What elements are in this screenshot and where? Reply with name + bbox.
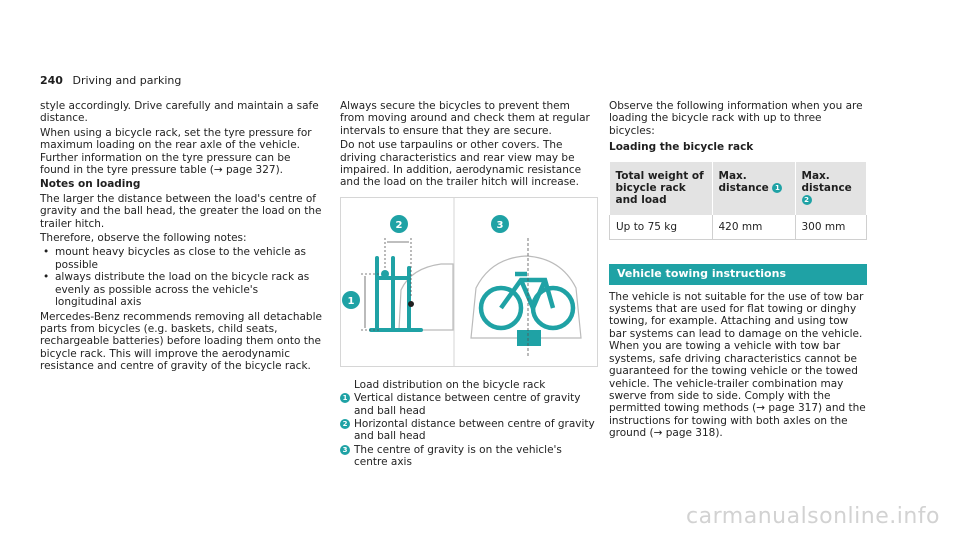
table-header: Total weight of bicycle rack and load (610, 162, 713, 215)
list-item: • mount heavy bicycles as close to the vehicle as possible (40, 246, 322, 271)
table-header-text: Max. distance (801, 169, 852, 195)
column-1 (40, 100, 322, 375)
page-number: 240 (40, 74, 63, 87)
legend-badge: 3 (340, 445, 350, 455)
legend-text: Horizontal distance between centre of gravity and ball head (354, 418, 595, 443)
figure-caption: Load distribution on the bicycle rack (354, 378, 546, 391)
legend-text: The centre of gravity is on the vehicle's centre axis (354, 443, 562, 469)
table-header (712, 162, 795, 215)
paragraph: Therefore, observe the following notes: (40, 232, 247, 245)
legend-item (340, 444, 596, 469)
watermark: carmanualsonline.info (686, 503, 940, 529)
table-title: Loading the bicycle rack (609, 141, 754, 154)
paragraph: The vehicle is not suitable for the use of tow bar systems that are used for flat towing or dinghy towing, for example. Attaching and using tow bar systems can lead to damage on the vehicle. When you are towing a vehicle with tow bar systems, safe driving characteristics cannot be guaranteed for the towing vehicle or the towed vehicle. The vehicle-trailer combination may swerve from side to side. Comply with the permitted towing methods (→ page 317) and the instructions for towing with both axles on the ground (→ page 318). (609, 290, 866, 440)
figure-marker-2: 2 (395, 219, 403, 231)
figure-marker-3: 3 (496, 219, 504, 231)
bicycle-rack-illustration (341, 198, 597, 366)
column-3 (609, 100, 867, 442)
table-header-row (610, 162, 867, 215)
paragraph: style accordingly. Drive carefully and maintain a safe distance. (40, 100, 319, 125)
notes-heading: Notes on loading (40, 178, 141, 191)
section-title: Driving and parking (72, 74, 182, 87)
paragraph: Observe the following information when you are loading the bicycle rack with up to three bicycles: (609, 100, 863, 137)
table-cell: 300 mm (795, 215, 867, 240)
table-cell: Up to 75 kg (610, 215, 713, 240)
table-header-text: Max. distance (718, 169, 769, 195)
loading-table (609, 162, 867, 241)
paragraph: Do not use tarpaulins or other covers. The driving characteristics and rear view may be impaired. In addition, aerodynamic resistance and the load on the trailer hitch will increase. (340, 139, 582, 189)
list-item: • always distribute the load on the bicycle rack as evenly as possible across the vehicle's longitudinal axis (40, 271, 322, 308)
paragraph: When using a bicycle rack, set the tyre pressure for maximum loading on the rear axle of the vehicle. Further information on the tyre pressure can be found in the tyre pressure table (→ page 327). (40, 126, 312, 177)
notes-list (40, 246, 322, 308)
legend-text: Vertical distance between centre of gravity and ball head (354, 392, 581, 417)
legend-item (340, 392, 596, 417)
legend-badge: 2 (340, 419, 350, 429)
paragraph: Mercedes-Benz recommends removing all detachable parts from bicycles (e.g. baskets, child seats, rechargeable batteries) before loading them onto the bicycle rack. This will improve the aerodynamic resistance and centre of gravity of the bicycle rack. (40, 310, 322, 373)
legend-item (340, 418, 596, 443)
section-heading: Vehicle towing instructions (609, 264, 867, 284)
gravity-icon (381, 270, 389, 278)
table-cell: 420 mm (712, 215, 795, 240)
column-2 (340, 100, 596, 470)
page-header (40, 75, 181, 87)
paragraph: Always secure the bicycles to prevent them from moving around and check them at regular intervals to ensure that they are secure. (340, 100, 590, 137)
legend-badge: 1 (772, 183, 782, 193)
paragraph: The larger the distance between the load's centre of gravity and the ball head, the greater the load on the trailer hitch. (40, 192, 322, 230)
figure-marker-1: 1 (347, 295, 355, 307)
legend-badge: 1 (340, 393, 350, 403)
legend-badge: 2 (802, 195, 812, 205)
table-header (795, 162, 867, 215)
table-row (610, 215, 867, 240)
bicycle-rack-figure (340, 197, 598, 367)
